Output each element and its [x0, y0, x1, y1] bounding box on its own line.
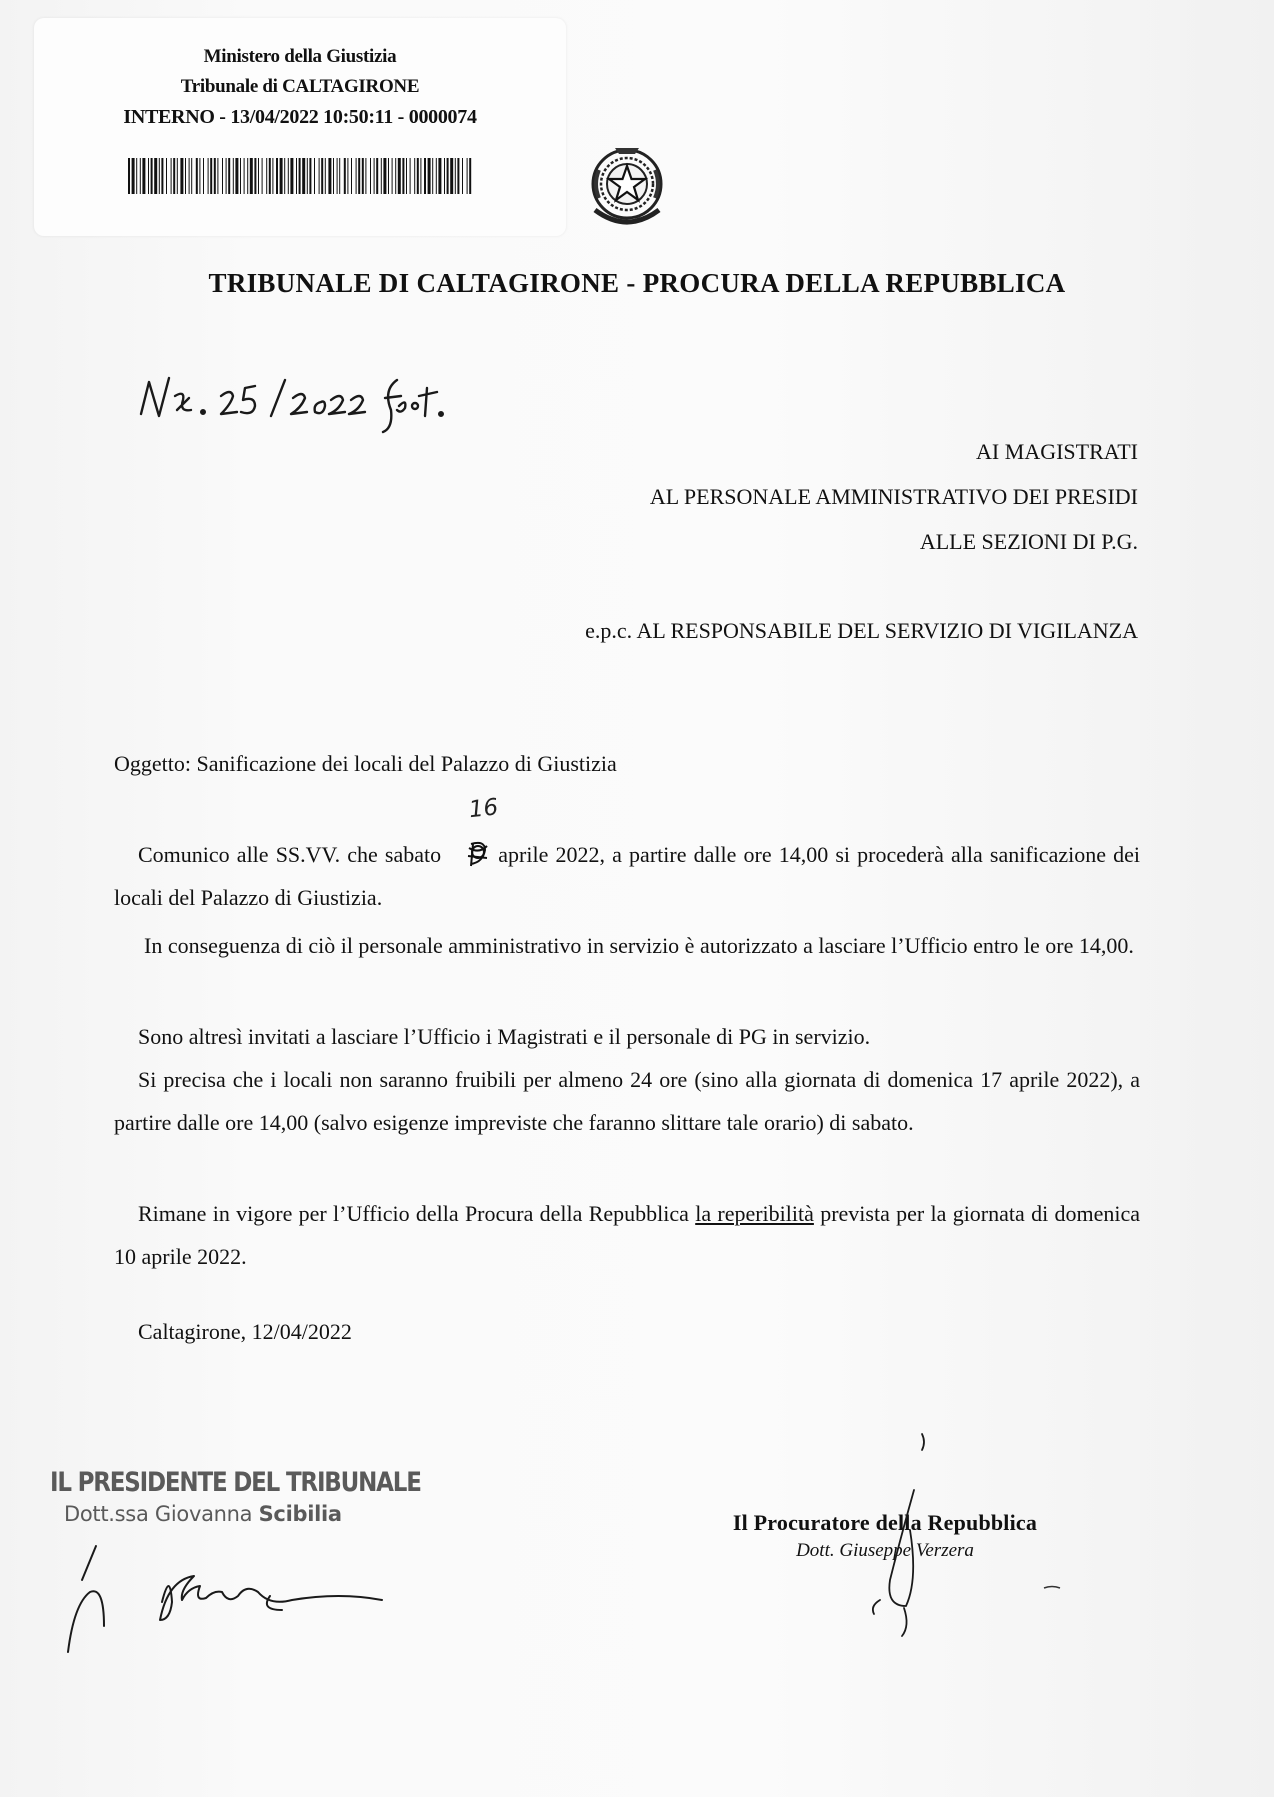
- barcode-bar: [290, 158, 293, 194]
- prosecutor-title: Il Procuratore della Repubblica: [732, 1510, 1038, 1535]
- paragraph-1-end: aprile 2022, a partire dalle ore 14,00 si procederà alla sanificazione dei locali del Palazzo di Giustizia.: [114, 842, 1140, 910]
- barcode-bar: [432, 158, 433, 194]
- barcode-bar: [392, 158, 393, 194]
- barcode-bar: [469, 158, 471, 194]
- barcode-bar: [376, 158, 378, 194]
- barcode-bar: [151, 158, 153, 194]
- barcode-bar: [208, 158, 209, 194]
- paragraph-4: Si precisa che i locali non saranno fruibili per almeno 24 ore (sino alla giornata di domenica 17 aprile 2022), a partire dalle ore 14,00 (salvo esigenze impreviste che faranno slittare tale orario) di sabato.: [114, 1067, 1140, 1135]
- protocol-court: Tribunale di CALTAGIRONE: [180, 76, 420, 97]
- protocol-number: INTERNO - 13/04/2022 10:50:11 - 0000074: [123, 106, 477, 128]
- barcode-bar: [410, 158, 411, 194]
- overwritten-day: [441, 794, 500, 876]
- barcode-bar: [414, 158, 415, 194]
- barcode-bar: [185, 158, 186, 194]
- barcode-bar: [254, 158, 256, 194]
- prosecutor-name: Dott. Giuseppe Verzera: [796, 1540, 974, 1561]
- barcode-bar: [302, 158, 305, 194]
- barcode-bar: [258, 158, 259, 194]
- ink-mark: [1042, 1583, 1062, 1591]
- barcode-bar: [462, 158, 463, 194]
- barcode-bar: [226, 158, 227, 194]
- barcode-bar: [244, 158, 245, 194]
- paragraph-2: In conseguenza di ciò il personale amministrativo in servizio è autorizzato a lasciare l’Ufficio entro le ore 14,00.: [144, 933, 1134, 958]
- barcode-bar: [284, 158, 285, 194]
- barcode-bar: [444, 158, 445, 194]
- recipient-administrative-staff: AL PERSONALE AMMINISTRATIVO DEI PRESIDI: [649, 484, 1138, 509]
- barcode-bar: [191, 158, 192, 194]
- barcode-bar: [351, 158, 352, 194]
- barcode-bar: [166, 158, 167, 194]
- barcode-bar: [266, 158, 267, 194]
- barcode-bar: [222, 158, 223, 194]
- barcode-bar: [455, 158, 456, 194]
- barcode-bar: [374, 158, 375, 194]
- barcode-bar: [457, 158, 459, 194]
- barcode-bar: [250, 158, 253, 194]
- recipient-cc-surveillance: e.p.c. AL RESPONSABILE DEL SERVIZIO DI VIGILANZA: [585, 618, 1138, 643]
- barcode-bar: [262, 158, 263, 194]
- paragraph-5-underlined: la reperibilità: [695, 1201, 814, 1226]
- barcode-bar: [381, 158, 382, 194]
- document-heading: TRIBUNALE DI CALTAGIRONE - PROCURA DELLA REPUBBLICA: [208, 268, 1066, 298]
- handwritten-protocol-number: [135, 370, 455, 434]
- barcode-bar: [319, 158, 320, 194]
- handwritten-day-16: 16: [467, 794, 500, 824]
- barcode-bar: [180, 158, 183, 194]
- barcode-bar: [217, 158, 218, 194]
- barcode-bar: [276, 158, 278, 194]
- barcode-bar: [128, 158, 130, 194]
- barcode-bar: [347, 158, 348, 194]
- paragraph-5-start: Rimane in vigore per l’Ufficio della Procura della Repubblica: [138, 1201, 696, 1226]
- barcode-bar: [210, 158, 212, 194]
- barcode-bar: [307, 158, 308, 194]
- barcode-bar: [296, 158, 297, 194]
- barcode-bar: [339, 158, 340, 194]
- barcode-bar: [337, 158, 338, 194]
- paragraph-1-start: Comunico alle SS.VV. che sabato: [138, 842, 442, 867]
- barcode-bar: [436, 158, 437, 194]
- paragraph-5: [114, 1192, 1140, 1278]
- president-name: [64, 1502, 421, 1526]
- president-name-prefix: Dott.ssa Giovanna: [64, 1502, 259, 1526]
- paragraph-5-end: prevista per la giornata di domenica 10 aprile 2022.: [114, 1201, 1140, 1269]
- barcode-bar: [417, 158, 419, 194]
- barcode-bar: [398, 158, 401, 194]
- barcode-bar: [177, 158, 178, 194]
- president-surname: Scibilia: [258, 1502, 342, 1526]
- barcode-bar: [356, 158, 357, 194]
- barcode-bar: [325, 158, 326, 194]
- barcode-bar: [199, 158, 200, 194]
- barcode-bar: [159, 158, 160, 194]
- barcode-bar: [214, 158, 216, 194]
- barcode-bar: [447, 158, 449, 194]
- barcode-bar: [154, 158, 157, 194]
- prosecutor-signature: [860, 1430, 940, 1640]
- barcode-bar: [467, 158, 468, 194]
- president-title: IL PRESIDENTE DEL TRIBUNALE: [50, 1468, 421, 1498]
- barcode-bar: [173, 158, 175, 194]
- barcode-bar: [383, 158, 386, 194]
- barcode-bar: [240, 158, 241, 194]
- scribbled-digit: [465, 840, 491, 868]
- barcode-bar: [370, 158, 371, 194]
- barcode-bar: [424, 158, 426, 194]
- subject-line: Oggetto: Sanificazione dei locali del Palazzo di Giustizia: [114, 751, 617, 776]
- barcode-bar: [428, 158, 431, 194]
- barcode-bar: [142, 158, 145, 194]
- barcode-bar: [358, 158, 360, 194]
- barcode-bar: [365, 158, 366, 194]
- barcode-bar: [233, 158, 234, 194]
- barcode-bar: [333, 158, 334, 194]
- barcode-bar: [280, 158, 283, 194]
- barcode-bar: [203, 158, 204, 194]
- barcode-bar: [395, 158, 396, 194]
- recipient-pg-sections: ALLE SEZIONI DI P.G.: [919, 529, 1138, 554]
- president-signature: [60, 1540, 400, 1660]
- barcode-icon: [128, 158, 472, 194]
- president-stamp: [50, 1468, 421, 1526]
- barcode-bar: [136, 158, 137, 194]
- barcode-bar: [420, 158, 421, 194]
- barcode-bar: [189, 158, 190, 194]
- barcode-bar: [328, 158, 331, 194]
- barcode-bar: [309, 158, 311, 194]
- barcode-bar: [299, 158, 301, 194]
- barcode-bar: [321, 158, 323, 194]
- barcode-bar: [438, 158, 441, 194]
- protocol-stamp: [34, 18, 566, 236]
- barcode-bar: [388, 158, 389, 194]
- barcode-bar: [196, 158, 198, 194]
- italian-republic-emblem-icon: [585, 140, 669, 234]
- paragraph-1: [114, 794, 1140, 919]
- barcode-bar: [344, 158, 346, 194]
- barcode-bar: [132, 158, 135, 194]
- barcode-bar: [140, 158, 141, 194]
- barcode-bar: [288, 158, 289, 194]
- barcode-bar: [235, 158, 238, 194]
- barcode-bar: [272, 158, 273, 194]
- date-line: Caltagirone, 12/04/2022: [138, 1319, 352, 1344]
- barcode-bar: [247, 158, 248, 194]
- barcode-bar: [362, 158, 364, 194]
- barcode-bar: [269, 158, 271, 194]
- barcode-bar: [406, 158, 407, 194]
- barcode-bar: [148, 158, 149, 194]
- paragraph-3: Sono altresì invitati a lasciare l’Ufficio i Magistrati e il personale di PG in servizio.: [138, 1024, 871, 1049]
- barcode-bar: [450, 158, 453, 194]
- protocol-ministry: Ministero della Giustizia: [203, 46, 397, 67]
- recipient-magistrates: AI MAGISTRATI: [976, 439, 1138, 464]
- barcode-bar: [171, 158, 172, 194]
- barcode-bar: [161, 158, 163, 194]
- barcode-bar: [402, 158, 404, 194]
- barcode-bar: [314, 158, 315, 194]
- barcode-bar: [228, 158, 230, 194]
